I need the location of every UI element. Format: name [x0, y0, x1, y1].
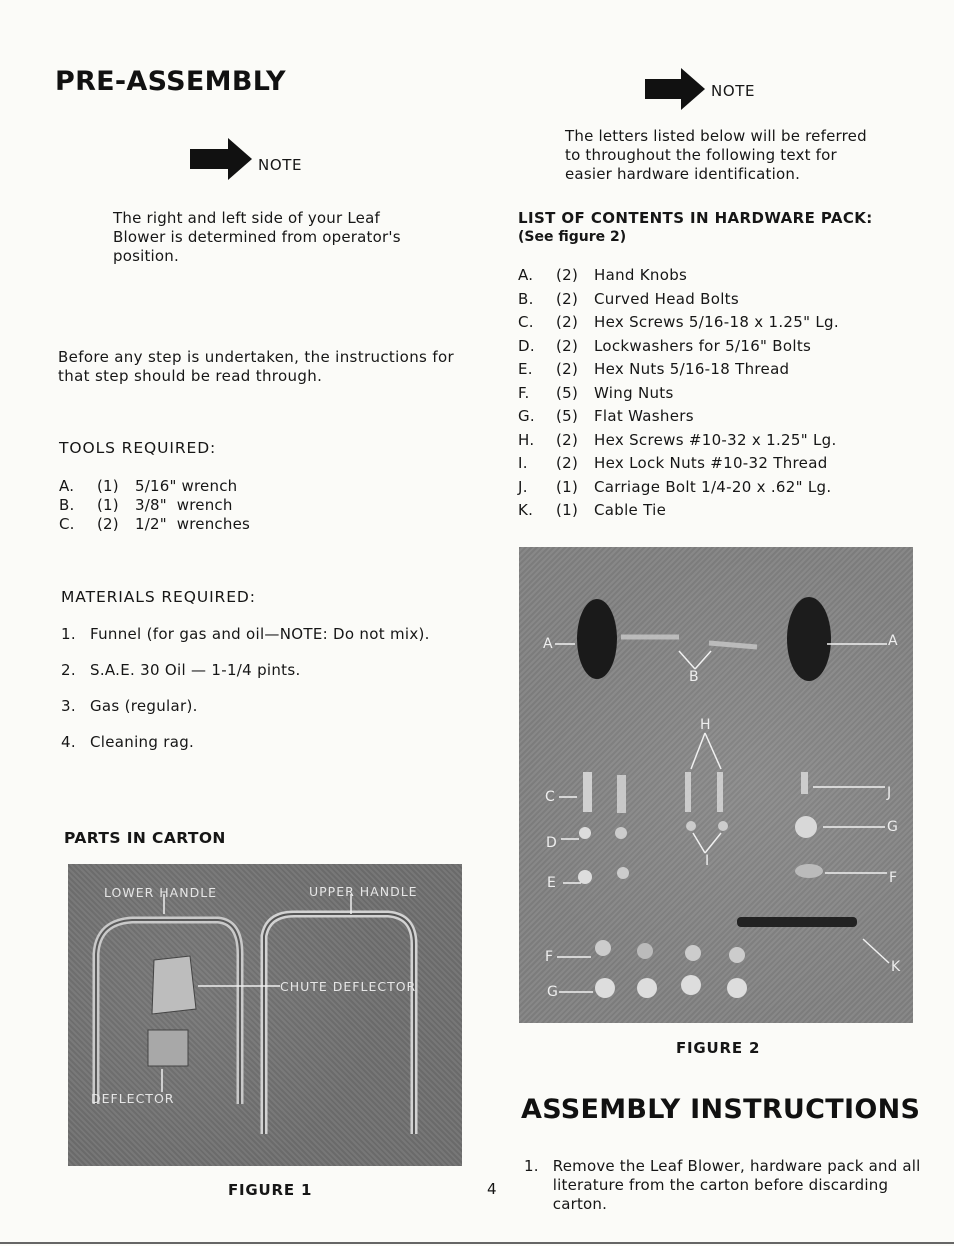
figure-2-letter: G	[547, 984, 558, 1000]
figure-2-letter: A	[888, 633, 898, 649]
list-item: 2. S.A.E. 30 Oil — 1-1/4 pints.	[61, 661, 301, 679]
figure-2-letter: G	[887, 819, 898, 835]
left-note-text: The right and left side of your Leaf Blower is determined from operator's position.	[113, 209, 401, 265]
list-item: J. (1) Carriage Bolt 1/4-20 x .62" Lg.	[518, 477, 832, 496]
figure-2-letter: B	[689, 669, 699, 685]
tools-list	[59, 477, 250, 534]
figure-2-letter: F	[545, 949, 554, 965]
assembly-title: ASSEMBLY INSTRUCTIONS	[521, 1094, 921, 1125]
right-note-text: The letters listed below will be referred to throughout the following text for easier hardware identification.	[565, 127, 867, 183]
figure-2-letter: H	[700, 717, 711, 733]
materials-list	[61, 625, 481, 769]
list-item: 4. Cleaning rag.	[61, 733, 195, 751]
list-item: 1. Funnel (for gas and oil—NOTE: Do not mix).	[61, 625, 430, 643]
deflector-label: DEFLECTOR	[91, 1091, 175, 1106]
hardware-illustration	[519, 547, 913, 1023]
arrow-right-icon	[645, 68, 707, 110]
bottom-rule	[0, 1242, 954, 1244]
tools-heading: TOOLS REQUIRED:	[59, 439, 217, 457]
figure-2-photo	[519, 547, 913, 1023]
list-item: G. (5) Flat Washers	[518, 407, 694, 425]
list-item: I. (2) Hex Lock Nuts #10-32 Thread	[518, 454, 828, 472]
list-item: C. (2) 1/2" wrenches	[59, 515, 251, 533]
upper-handle-label: UPPER HANDLE	[309, 884, 418, 899]
list-item: F. (5) Wing Nuts	[518, 383, 674, 402]
figure-2-letter: K	[891, 959, 901, 975]
note-label: NOTE	[258, 156, 303, 174]
figure-2-letter: J	[887, 785, 892, 801]
materials-heading: MATERIALS REQUIRED:	[61, 588, 256, 606]
list-item: K. (1) Cable Tie	[518, 501, 667, 519]
list-item: B. (1) 3/8" wrench	[59, 496, 233, 514]
figure-2-letter: D	[546, 835, 557, 851]
list-item: B. (2) Curved Head Bolts	[518, 289, 739, 308]
figure-2-letter: F	[889, 870, 898, 886]
list-item: 3. Gas (regular).	[61, 697, 198, 715]
list-item: H. (2) Hex Screws #10-32 x 1.25" Lg.	[518, 430, 837, 449]
figure-2-letter: A	[543, 636, 553, 652]
page-number: 4	[487, 1180, 497, 1198]
hardware-list	[518, 266, 918, 525]
figure-2-caption: FIGURE 2	[676, 1039, 761, 1057]
left-note-heading	[190, 138, 302, 180]
note-label: NOTE	[711, 82, 756, 100]
hardware-subheading: (See figure 2)	[518, 229, 627, 245]
list-item: D. (2) Lockwashers for 5/16" Bolts	[518, 336, 812, 355]
before-step-text: Before any step is undertaken, the instructions for that step should be read through.	[58, 348, 455, 385]
step-1: 1. Remove the Leaf Blower, hardware pack and all literature from the carton before discarding carton.	[524, 1157, 921, 1213]
page-title: PRE-ASSEMBLY	[55, 66, 286, 97]
parts-heading: PARTS IN CARTON	[64, 829, 226, 847]
list-item: A. (2) Hand Knobs	[518, 266, 688, 284]
list-item: C. (2) Hex Screws 5/16-18 x 1.25" Lg.	[518, 313, 839, 331]
lower-handle-label: LOWER HANDLE	[104, 885, 218, 900]
hardware-heading: LIST OF CONTENTS IN HARDWARE PACK:	[518, 209, 873, 227]
figure-2-letter: C	[545, 789, 555, 805]
figure-2-letter: I	[705, 853, 710, 869]
handles-illustration	[68, 864, 462, 1166]
figure-1-photo	[68, 864, 462, 1166]
right-note-heading	[645, 68, 755, 110]
list-item: A. (1) 5/16" wrench	[59, 477, 238, 495]
figure-2-letter: E	[547, 875, 556, 891]
chute-deflector-label: CHUTE DEFLECTOR	[280, 979, 417, 994]
list-item: E. (2) Hex Nuts 5/16-18 Thread	[518, 360, 790, 378]
figure-1-caption: FIGURE 1	[228, 1181, 313, 1199]
arrow-right-icon	[190, 138, 254, 180]
